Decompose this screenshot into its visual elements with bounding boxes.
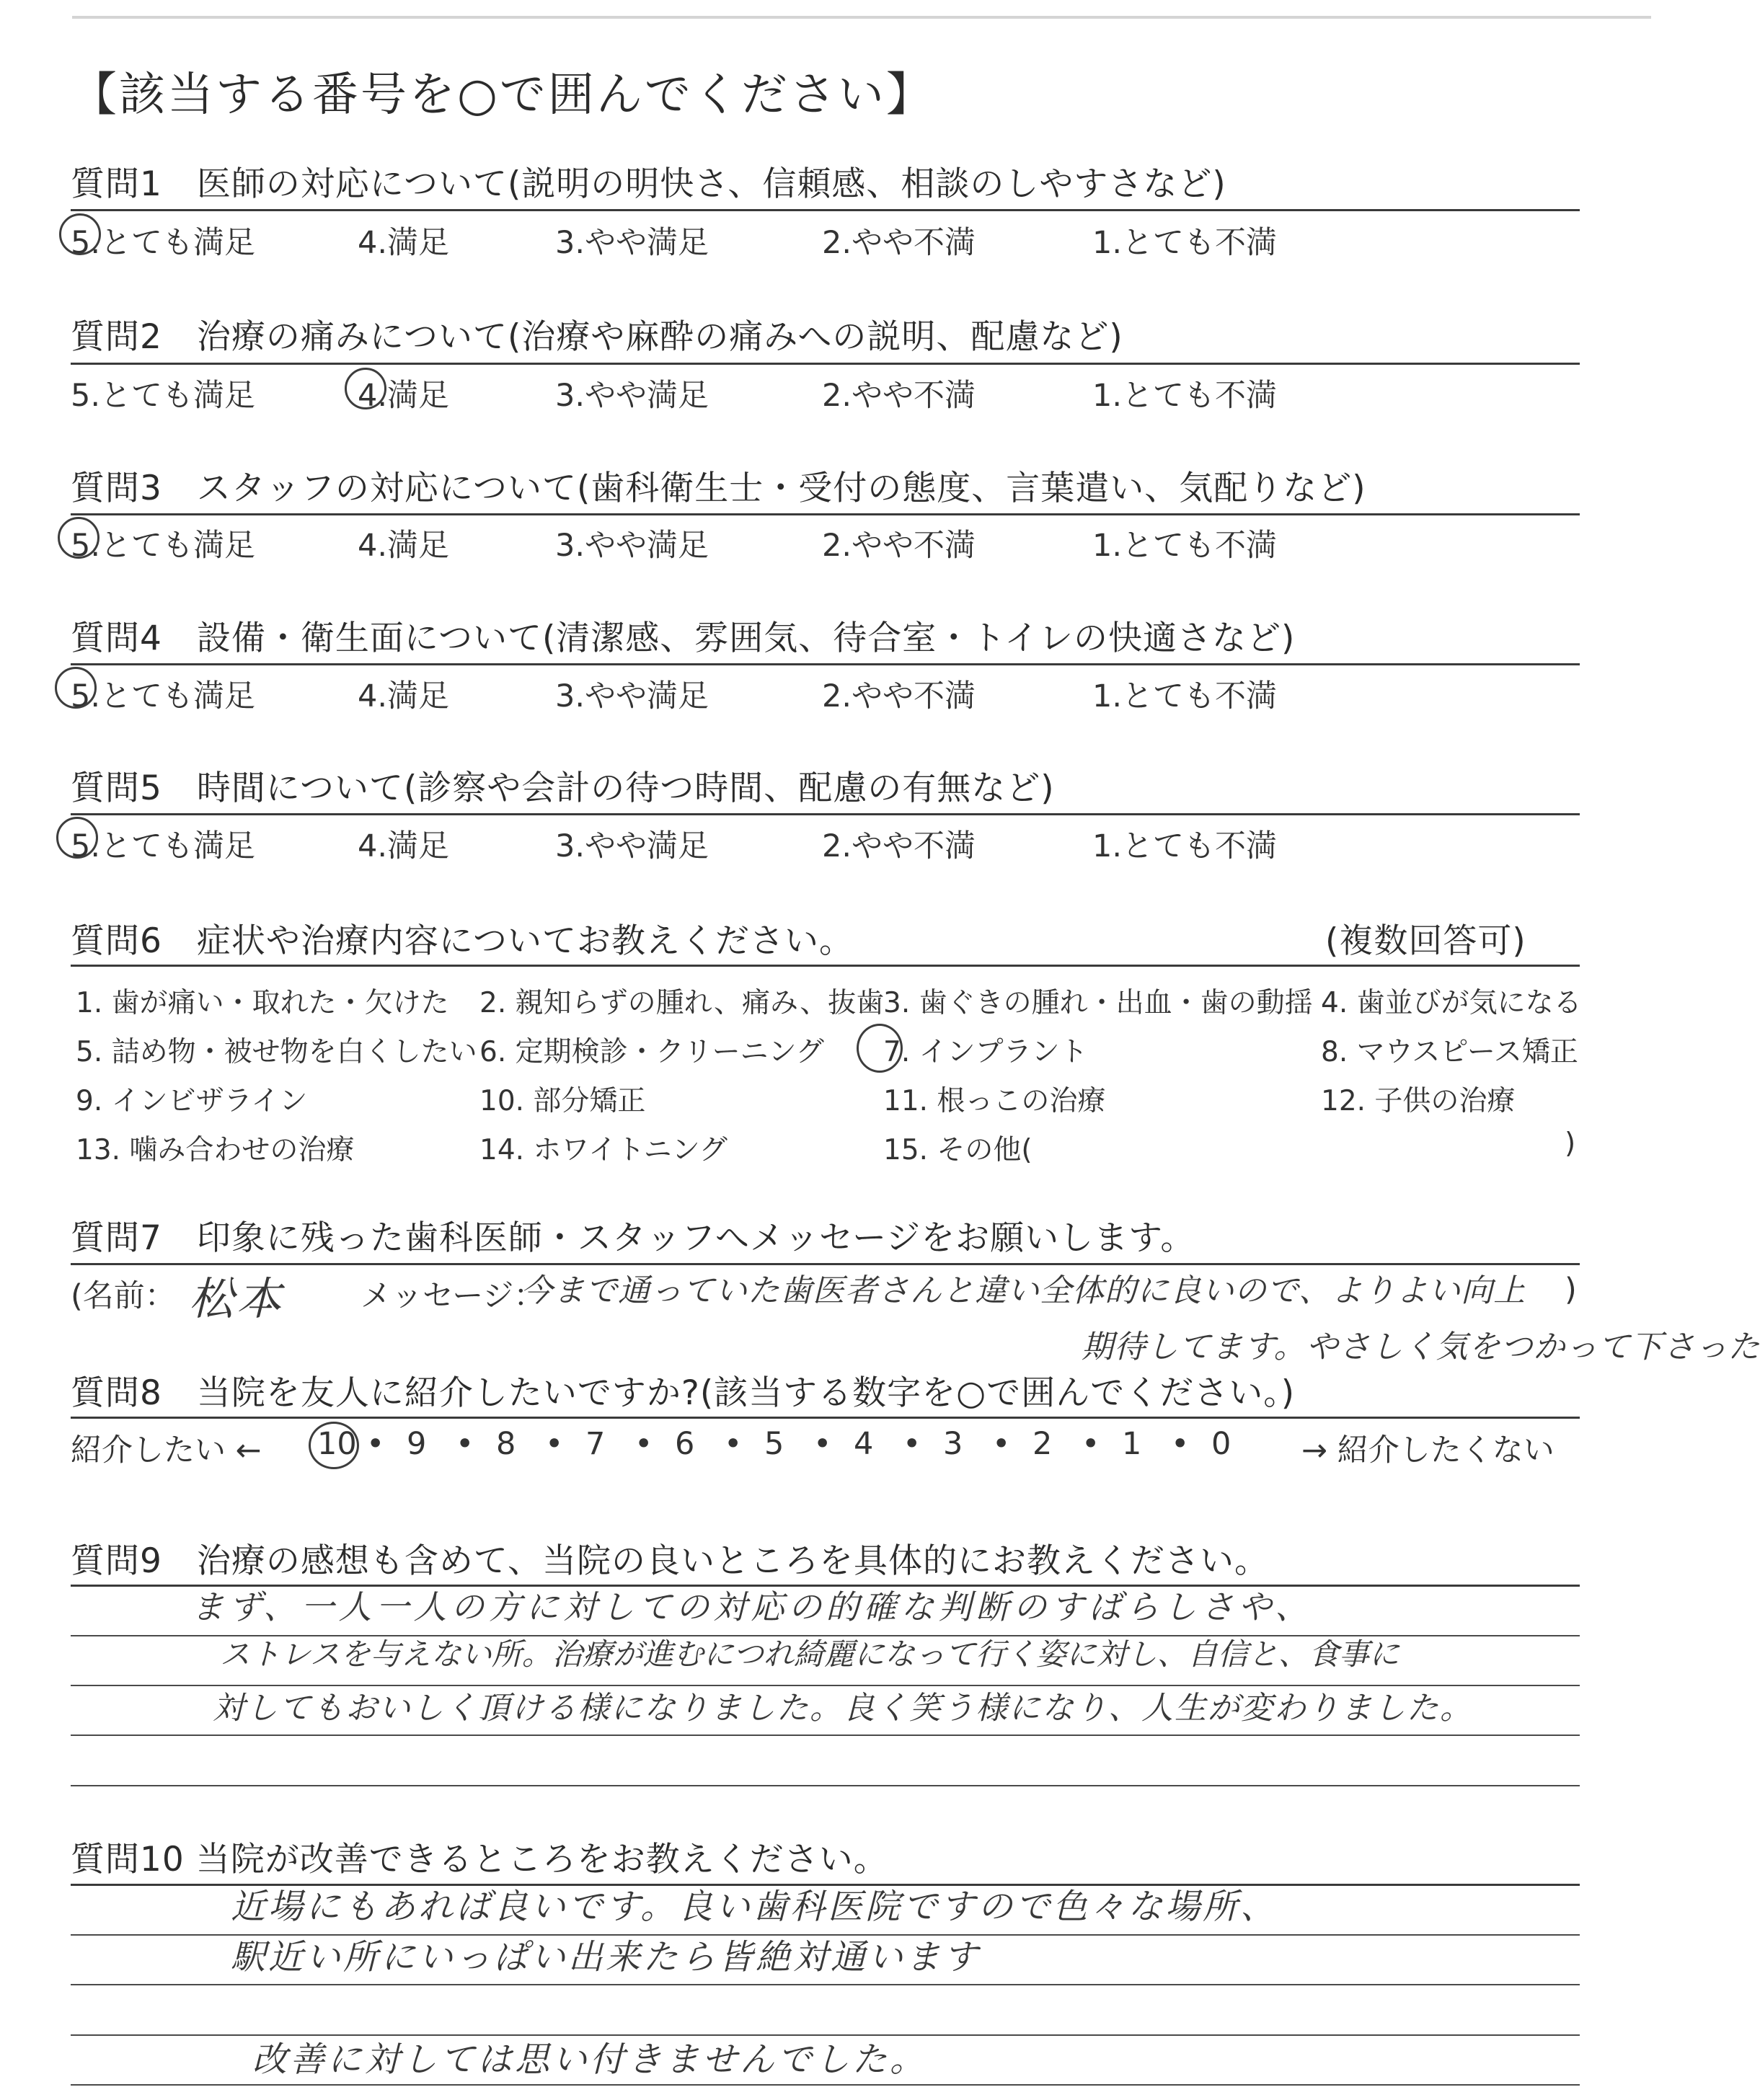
q1-option-1[interactable]: 1.とても不満 bbox=[1092, 225, 1278, 261]
q6-option-3[interactable]: 3. 歯ぐきの腫れ・出血・歯の動揺 bbox=[883, 987, 1313, 1019]
q2-selection-circle bbox=[345, 368, 386, 409]
q8-scale-separator-dot: • bbox=[634, 1426, 653, 1462]
q8-scale-separator-dot: • bbox=[1082, 1426, 1100, 1462]
q8-scale-value-2[interactable]: 2 bbox=[1032, 1426, 1053, 1462]
q2-rule bbox=[71, 363, 1580, 365]
q6-rule bbox=[71, 965, 1580, 967]
q4-option-3[interactable]: 3.やや満足 bbox=[555, 678, 709, 714]
q6-title: 質問6 症状や治療内容についてお教えください。 bbox=[71, 921, 854, 961]
q7-message-label: メッセージ： bbox=[361, 1278, 545, 1314]
q4-option-5[interactable]: 5.とても満足 bbox=[71, 678, 256, 714]
q7-message-line-2[interactable]: 期待してます。やさしく気をつかって下さった bbox=[1082, 1329, 1760, 1365]
q9-rule-4 bbox=[71, 1735, 1580, 1736]
q4-selection-circle bbox=[55, 667, 97, 709]
q6-option-13[interactable]: 13. 噛み合わせの治療 bbox=[76, 1134, 355, 1166]
q8-scale-value-4[interactable]: 4 bbox=[854, 1426, 874, 1462]
q2-title: 質問2 治療の痛みについて(治療や麻酔の痛みへの説明、配慮など) bbox=[71, 317, 1123, 357]
q4-option-4[interactable]: 4.満足 bbox=[358, 678, 450, 714]
q6-option-15[interactable]: 15. その他( bbox=[883, 1134, 1032, 1166]
q7-name-handwritten[interactable]: 松本 bbox=[189, 1272, 285, 1325]
q8-scale-separator-dot: • bbox=[903, 1426, 921, 1462]
q8-scale-separator-dot: • bbox=[813, 1426, 832, 1462]
q6-option-7[interactable]: 7. インプラント bbox=[883, 1036, 1088, 1068]
q8-scale-value-7[interactable]: 7 bbox=[585, 1426, 606, 1462]
q8-scale bbox=[317, 1426, 1312, 1469]
q6-option-8[interactable]: 8. マウスピース矯正 bbox=[1321, 1036, 1578, 1068]
q9-answer-line-1[interactable]: まず、一人一人の方に対しての対応の的確な判断のすばらしさや、 bbox=[191, 1587, 1313, 1626]
q6-option-11[interactable]: 11. 根っこの治療 bbox=[883, 1085, 1106, 1117]
q8-title: 質問8 当院を友人に紹介したいですか?(該当する数字を○で囲んでください。) bbox=[71, 1373, 1296, 1413]
scan-top-edge bbox=[72, 16, 1651, 19]
q2-option-2[interactable]: 2.やや不満 bbox=[822, 378, 976, 414]
q5-option-4[interactable]: 4.満足 bbox=[358, 828, 450, 864]
q1-title: 質問1 医師の対応について(説明の明快さ、信頼感、相談のしやすさなど) bbox=[71, 164, 1226, 204]
q8-scale-value-10[interactable]: 10 bbox=[317, 1426, 357, 1462]
q6-option-12[interactable]: 12. 子供の治療 bbox=[1321, 1085, 1516, 1117]
q2-option-5[interactable]: 5.とても満足 bbox=[71, 378, 256, 414]
q7-message-line-1[interactable]: 今まで通っていた歯医者さんと違い全体的に良いので、よりよい向上 bbox=[521, 1272, 1526, 1309]
q8-scale-value-0[interactable]: 0 bbox=[1211, 1426, 1231, 1462]
q5-option-3[interactable]: 3.やや満足 bbox=[555, 828, 709, 864]
q4-title: 質問4 設備・衛生面について(清潔感、雰囲気、待合室・トイレの快適さなど) bbox=[71, 619, 1296, 658]
form-header: 【該当する番号を○で囲んでください】 bbox=[71, 68, 934, 122]
q3-rule bbox=[71, 513, 1580, 515]
q7-title: 質問7 印象に残った歯科医師・スタッフへメッセージをお願いします。 bbox=[71, 1218, 1195, 1258]
q8-selection-circle bbox=[309, 1422, 359, 1469]
q8-scale-value-3[interactable]: 3 bbox=[943, 1426, 963, 1462]
q1-option-3[interactable]: 3.やや満足 bbox=[555, 225, 709, 261]
q8-right-label: → 紹介したくない bbox=[1301, 1432, 1555, 1468]
q2-option-4[interactable]: 4.満足 bbox=[358, 378, 450, 414]
q6-selection-circle bbox=[857, 1024, 903, 1073]
q6-option-15-close: ) bbox=[1565, 1127, 1576, 1160]
q5-option-1[interactable]: 1.とても不満 bbox=[1092, 828, 1278, 864]
q6-option-5[interactable]: 5. 詰め物・被せ物を白くしたい bbox=[76, 1036, 477, 1068]
q2-option-1[interactable]: 1.とても不満 bbox=[1092, 378, 1278, 414]
q9-answer-line-3[interactable]: 対してもおいしく頂ける様になりました。良く笑う様になり、人生が変わりました。 bbox=[213, 1690, 1473, 1727]
q6-option-1[interactable]: 1. 歯が痛い・取れた・欠けた bbox=[76, 987, 449, 1019]
q6-option-9[interactable]: 9. インビザライン bbox=[76, 1085, 308, 1117]
q3-title: 質問3 スタッフの対応について(歯科衛生士・受付の態度、言葉遣い、気配りなど) bbox=[71, 469, 1366, 508]
q4-rule bbox=[71, 663, 1580, 665]
q3-option-3[interactable]: 3.やや満足 bbox=[555, 528, 709, 564]
q3-option-2[interactable]: 2.やや不満 bbox=[822, 528, 976, 564]
q10-answer-line-2[interactable]: 駅近い所にいっぱい出来たら皆絶対通います bbox=[231, 1937, 981, 1977]
q1-option-2[interactable]: 2.やや不満 bbox=[822, 225, 976, 261]
q3-option-1[interactable]: 1.とても不満 bbox=[1092, 528, 1278, 564]
q10-answer-line-1[interactable]: 近場にもあれば良いです。良い歯科医院ですので色々な場所、 bbox=[231, 1887, 1278, 1927]
q8-scale-separator-dot: • bbox=[456, 1426, 474, 1462]
q8-scale-separator-dot: • bbox=[992, 1426, 1011, 1462]
q9-answer-line-2[interactable]: ストレスを与えない所。治療が進むにつれ綺麗になって行く姿に対し、自信と、食事に bbox=[220, 1636, 1399, 1672]
q8-left-label: 紹介したい ← bbox=[71, 1432, 262, 1468]
q6-option-6[interactable]: 6. 定期検診・クリーニング bbox=[479, 1036, 824, 1068]
q6-option-10[interactable]: 10. 部分矯正 bbox=[479, 1085, 646, 1117]
q8-scale-separator-dot: • bbox=[545, 1426, 564, 1462]
q1-option-4[interactable]: 4.満足 bbox=[358, 225, 450, 261]
q10-rule-3 bbox=[71, 1984, 1580, 1985]
q9-title: 質問9 治療の感想も含めて、当院の良いところを具体的にお教えください。 bbox=[71, 1541, 1269, 1581]
q10-answer-line-3[interactable]: 改善に対しては思い付きませんでした。 bbox=[252, 2039, 928, 2080]
q4-option-1[interactable]: 1.とても不満 bbox=[1092, 678, 1278, 714]
q8-scale-value-1[interactable]: 1 bbox=[1122, 1426, 1142, 1462]
q10-title: 質問10 当院が改善できるところをお教えください。 bbox=[71, 1840, 888, 1879]
q5-title: 質問5 時間について(診察や会計の待つ時間、配慮の有無など) bbox=[71, 768, 1055, 808]
q5-option-5[interactable]: 5.とても満足 bbox=[71, 828, 256, 864]
q8-scale-separator-dot: • bbox=[724, 1426, 743, 1462]
q3-selection-circle bbox=[58, 517, 100, 559]
q1-rule bbox=[71, 209, 1580, 211]
q4-option-2[interactable]: 2.やや不満 bbox=[822, 678, 976, 714]
q8-scale-separator-dot: • bbox=[366, 1426, 385, 1462]
q5-selection-circle bbox=[56, 817, 98, 859]
q8-scale-value-9[interactable]: 9 bbox=[407, 1426, 427, 1462]
q3-option-4[interactable]: 4.満足 bbox=[358, 528, 450, 564]
q6-option-14[interactable]: 14. ホワイトニング bbox=[479, 1134, 728, 1166]
q5-option-2[interactable]: 2.やや不満 bbox=[822, 828, 976, 864]
q1-selection-circle bbox=[59, 213, 101, 255]
q6-multiple-note: (複数回答可) bbox=[1325, 921, 1526, 961]
q7-close-paren: ) bbox=[1565, 1272, 1577, 1308]
q5-rule bbox=[71, 813, 1580, 815]
q10-rule-5 bbox=[71, 2084, 1580, 2086]
q8-rule bbox=[71, 1417, 1580, 1419]
q8-scale-separator-dot: • bbox=[1171, 1426, 1190, 1462]
q7-name-label: (名前： bbox=[71, 1278, 176, 1314]
q1-option-5[interactable]: 5.とても満足 bbox=[71, 225, 256, 261]
q2-option-3[interactable]: 3.やや満足 bbox=[555, 378, 709, 414]
q6-option-2[interactable]: 2. 親知らずの腫れ、痛み、抜歯 bbox=[479, 987, 885, 1019]
q9-rule-5 bbox=[71, 1785, 1580, 1786]
q8-scale-value-8[interactable]: 8 bbox=[496, 1426, 516, 1462]
q8-scale-value-6[interactable]: 6 bbox=[675, 1426, 695, 1462]
q3-option-5[interactable]: 5.とても満足 bbox=[71, 528, 256, 564]
q8-scale-value-5[interactable]: 5 bbox=[764, 1426, 784, 1462]
q6-option-4[interactable]: 4. 歯並びが気になる bbox=[1321, 987, 1582, 1019]
